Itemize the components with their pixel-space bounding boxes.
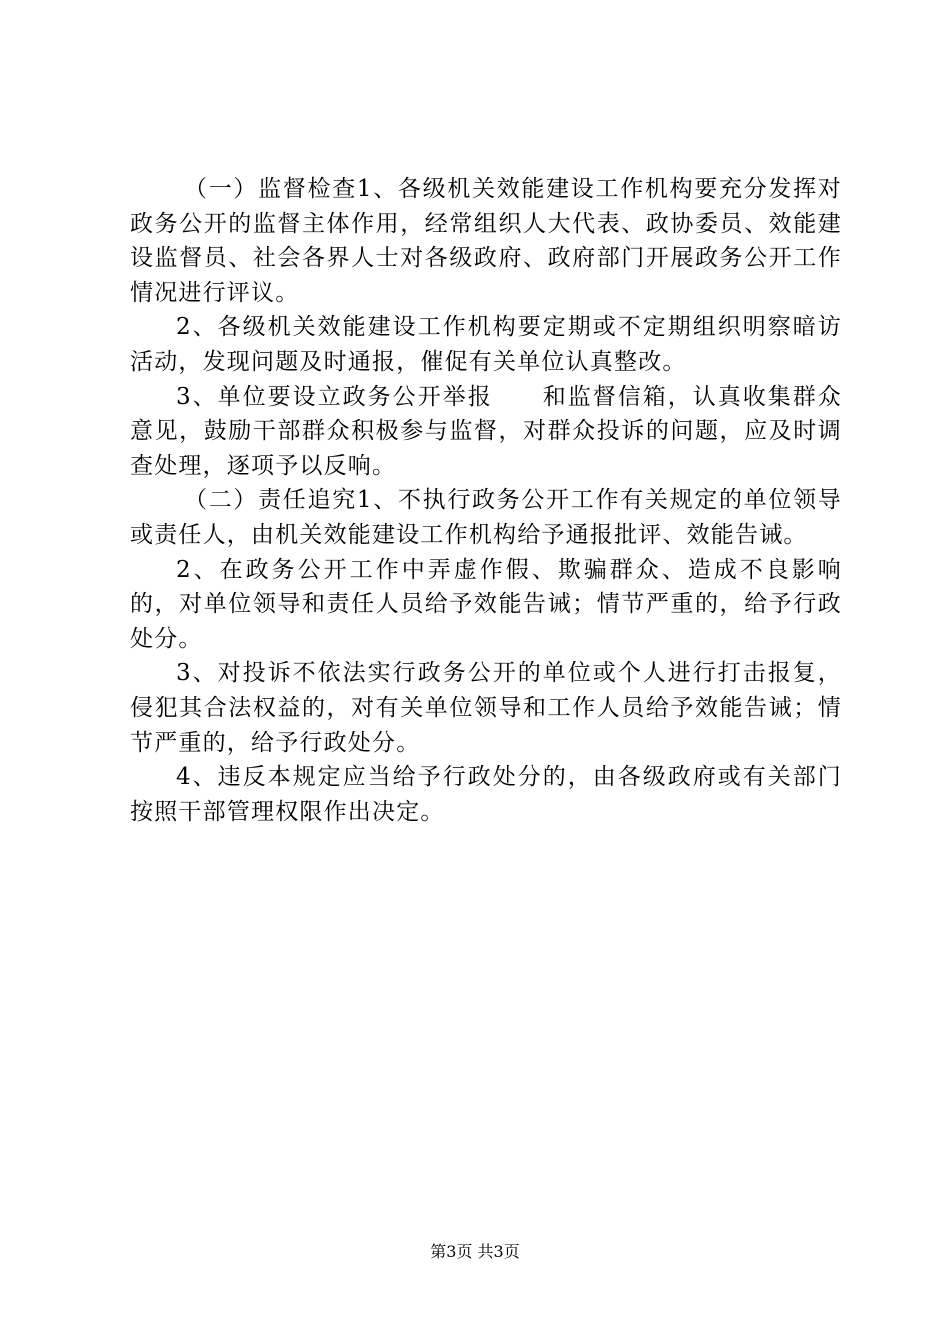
- document-body: [130, 172, 842, 829]
- paragraph-item-2-fraud: 2、在政务公开工作中弄虚作假、欺骗群众、造成不良影响的，对单位领导和责任人员给予效能告诫；情节严重的，给予行政处分。: [130, 556, 842, 652]
- page-footer: 第3页 共3页: [430, 1242, 520, 1261]
- paragraph-supervision-inspection: （一）监督检查1、各级机关效能建设工作机构要充分发挥对政务公开的监督主体作用，经常组织人大代表、政协委员、效能建设监督员、社会各界人士对各级政府、政府部门开展政务公开工作情况进行评议。: [130, 176, 842, 306]
- paragraph-item-4-administrative-sanction: 4、违反本规定应当给予行政处分的，由各级政府或有关部门按照干部管理权限作出决定。: [130, 764, 842, 825]
- paragraph-item-2-inspection: 2、各级机关效能建设工作机构要定期或不定期组织明察暗访活动，发现问题及时通报，催促有关单位认真整改。: [130, 314, 842, 375]
- paragraph-item-3-report-box: 3、单位要设立政务公开举报 和监督信箱，认真收集群众意见，鼓励干部群众积极参与监督，对群众投诉的问题，应及时调查处理，逐项予以反响。: [130, 383, 842, 479]
- paragraph-item-3-retaliation: 3、对投诉不依法实行政务公开的单位或个人进行打击报复，侵犯其合法权益的，对有关单位领导和工作人员给予效能告诫；情节严重的，给予行政处分。: [130, 660, 842, 756]
- paragraph-accountability: （二）责任追究1、不执行政务公开工作有关规定的单位领导或责任人，由机关效能建设工作机构给予通报批评、效能告诫。: [130, 487, 842, 548]
